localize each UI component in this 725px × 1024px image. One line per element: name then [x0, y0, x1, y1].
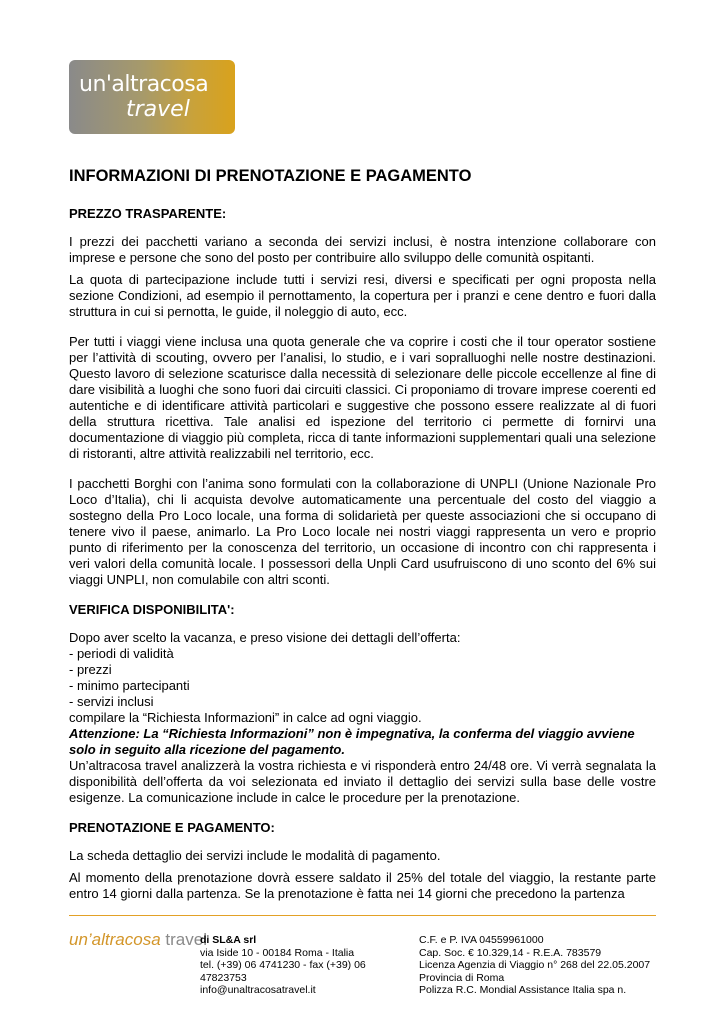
paragraph: I pacchetti Borghi con l’anima sono formulati con la collaborazione di UNPLI (Unione Nazionale Pro Loco d’Italia), chi li acquista devolve automaticamente una percentuale del costo del viaggio a sostegno della Pro Loco locale, una forma di solidarietà per queste associazioni che si occupano di tenere vivo il paese, animarlo. La Pro Loco locale nei nostri viaggi rappresenta un vero e proprio punto di riferimento per la conoscenza del territorio, un occasione di incontro con chi rappresenta i veri valori della comunità locale. I possessori della Unpli Card usufruiscono di uno sconto del 6% sui viaggi UNPLI, non comulabile con altri sconti.	[69, 476, 656, 587]
footer-line: Licenza Agenzia di Viaggio n° 268 del 22.05.2007	[419, 959, 651, 971]
text-line: compilare la “Richiesta Informazioni” in calce ad ogni viaggio.	[69, 710, 422, 725]
paragraph: Un’altracosa travel analizzerà la vostra richiesta e vi risponderà entro 24/48 ore. Vi verrà segnalata la disponibilità dell’offerta da voi selezionata ed inviato il dettaglio dei servizi sulla base delle vostre esigenze. La comunicazione include in calce le procedure per la prenotazione.	[69, 758, 656, 805]
availability-block	[69, 630, 656, 758]
paragraph: Al momento della prenotazione dovrà essere saldato il 25% del totale del viaggio, la restante parte entro 14 giorni dalla partenza. Se la prenotazione è fatta nei 14 giorni che precedono la partenza	[69, 870, 656, 901]
footer-line: Polizza R.C. Mondial Assistance Italia spa n.	[419, 984, 627, 996]
footer-line: tel. (+39) 06 4741230 - fax (+39) 06	[200, 959, 366, 971]
attention-note: Attenzione: La “Richiesta Informazioni” non è impegnativa, la conferma del viaggio avviene solo in seguito alla ricezione del pagamento.	[69, 726, 635, 757]
list-item: - minimo partecipanti	[69, 678, 190, 693]
footer-line: via Iside 10 - 00184 Roma - Italia	[200, 946, 355, 959]
footer-line: C.F. e P. IVA 04559961000	[419, 934, 544, 946]
footer-line: di SL&A srl	[200, 934, 257, 946]
page-title: INFORMAZIONI DI PRENOTAZIONE E PAGAMENTO	[69, 167, 472, 185]
paragraph: I prezzi dei pacchetti variano a seconda dei servizi inclusi, è nostra intenzione collaborare con imprese e persone che sono del posto per contribuire allo sviluppo delle comunità ospitanti.	[69, 234, 656, 265]
footer-line: 47823753	[200, 971, 247, 984]
footer-line: Cap. Soc. € 10.329,14 - R.E.A. 783579	[419, 946, 602, 959]
paragraph: Per tutti i viaggi viene inclusa una quota generale che va coprire i costi che il tour operator sostiene per l’attività di scouting, ovvero per l’analisi, lo studio, e i vari sopralluoghi nelle nostre destinazioni. Questo lavoro di selezione scaturisce dalla necessità di selezionare delle piccole eccellenze al fine di dare visibilità a luoghi che sono fuori dai circuiti classici. Ci proponiamo di trovare imprese coerenti ed autentiche e di identificare attività particolari e suggestive che possono essere realizzate al di fuori della struttura ricettiva. Tale analisi ed ispezione del territorio ci permette di fornirvi una documentazione di viaggio più completa, ricca di tante informazioni supplementari quali una selezione di ristoranti, altre attività realizzabili nel territorio, ecc.	[69, 334, 656, 461]
section-heading-verifica: VERIFICA DISPONIBILITA':	[69, 602, 235, 617]
footer-company-info	[200, 934, 390, 997]
list-item: - prezzi	[69, 662, 112, 677]
logo-text-line2: travel	[126, 97, 190, 122]
footer-brand-name: un’altracosa	[69, 930, 161, 949]
company-logo	[69, 60, 235, 134]
footer-brand-travel: travel	[165, 930, 207, 949]
list-item: - servizi inclusi	[69, 694, 154, 709]
section-heading-prenotazione: PRENOTAZIONE E PAGAMENTO:	[69, 820, 275, 835]
footer-line: Provincia di Roma	[419, 971, 505, 984]
footer-email[interactable]: info@unaltracosatravel.it	[200, 984, 316, 996]
document-body	[69, 166, 656, 908]
footer-divider	[69, 915, 656, 916]
footer-brand	[69, 930, 207, 950]
text-line: Dopo aver scelto la vacanza, e preso visione dei dettagli dell’offerta:	[69, 630, 461, 645]
logo-text-line1: un'altracosa	[79, 72, 209, 97]
paragraph: La quota di partecipazione include tutti i servizi resi, diversi e specificati per ogni proposta nella sezione Condizioni, ad esempio il pernottamento, la copertura per i pranzi e cene dentro e fuori dalla struttura in cui si pernotta, le guide, il noleggio di auto, ecc.	[69, 272, 656, 319]
section-heading-prezzo: PREZZO TRASPARENTE:	[69, 206, 227, 221]
list-item: - periodi di validità	[69, 646, 174, 661]
paragraph: La scheda dettaglio dei servizi include le modalità di pagamento.	[69, 848, 441, 863]
footer-legal-info	[419, 934, 679, 997]
